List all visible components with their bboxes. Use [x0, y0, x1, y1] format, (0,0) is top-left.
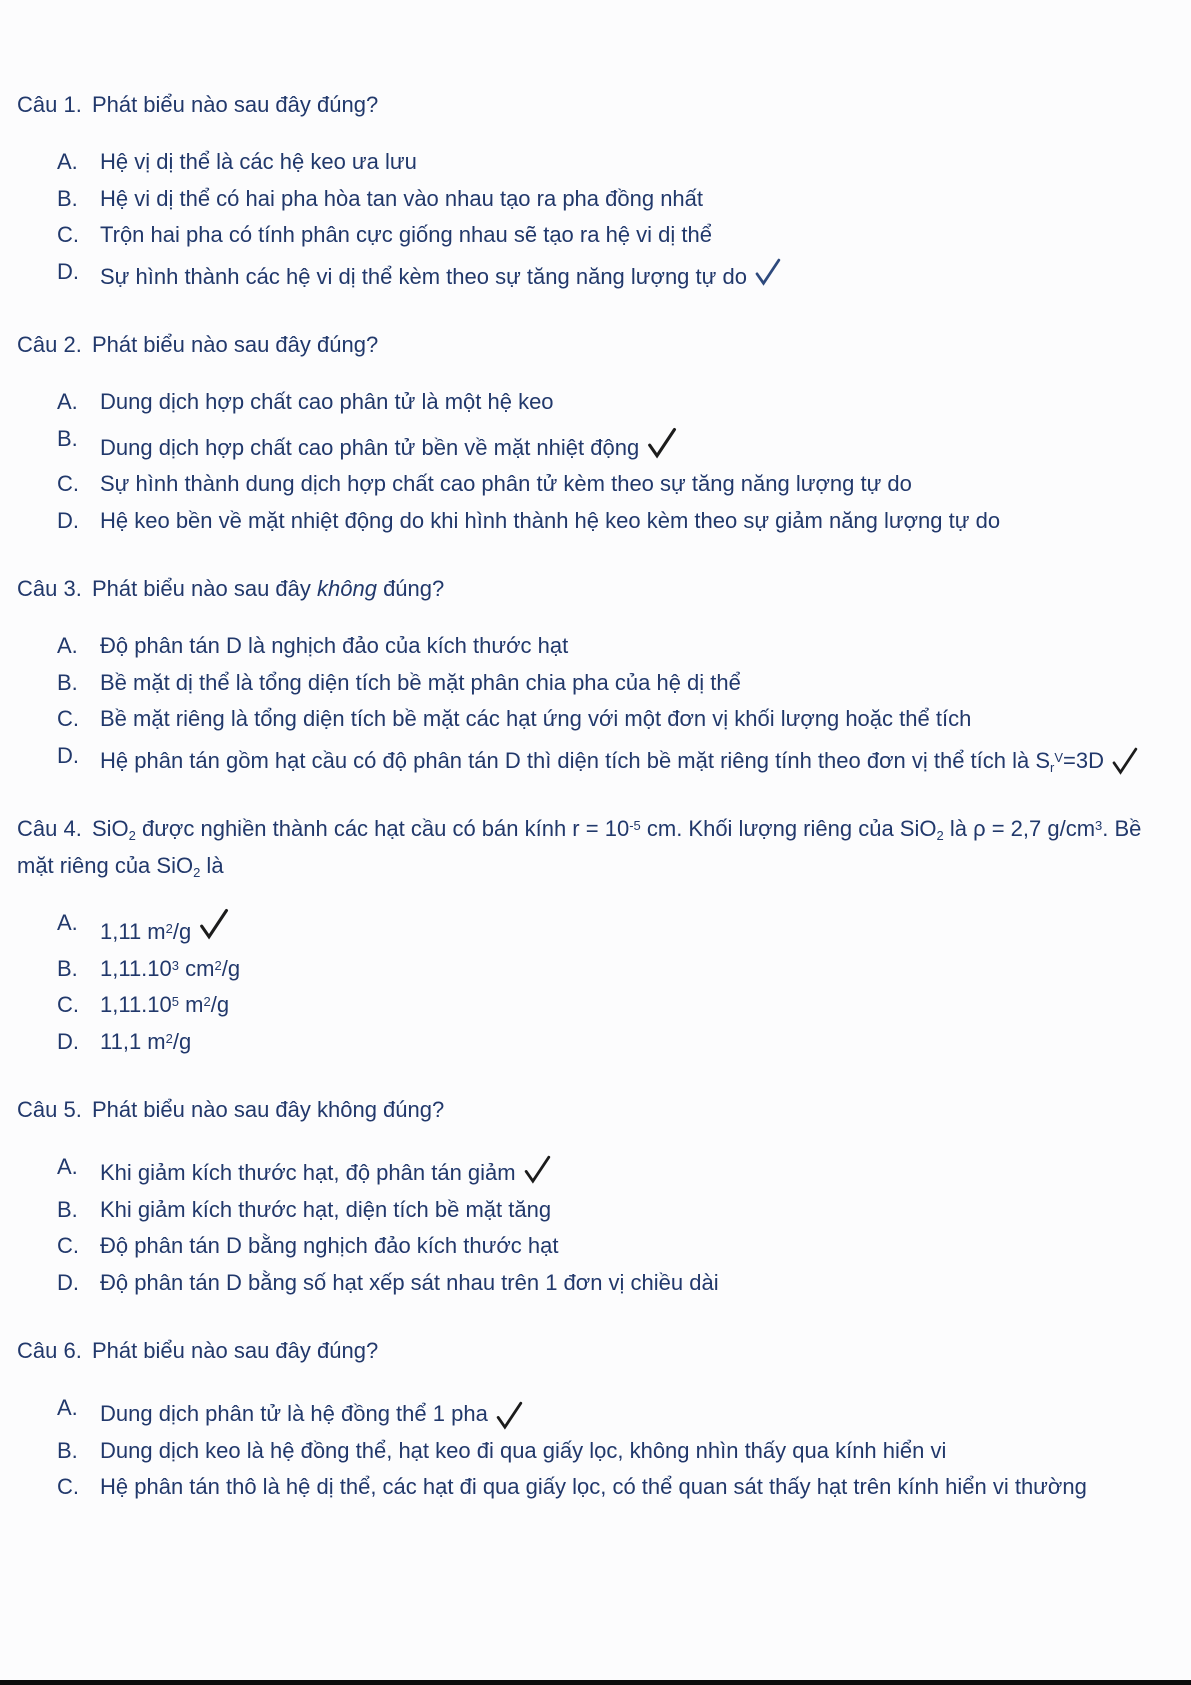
option-label: C. [57, 471, 79, 496]
question-block [17, 1091, 1163, 1301]
option-label: D. [57, 1269, 79, 1295]
checkmark-icon [196, 907, 230, 953]
answer-option [57, 1149, 1163, 1192]
option-label: D. [57, 1028, 79, 1054]
checkmark-icon [1109, 746, 1139, 788]
question-title: Phát biểu nào sau đây đúng? [85, 332, 379, 357]
checkmark-icon [644, 426, 678, 472]
options-list [17, 1149, 1163, 1301]
question-heading [17, 570, 1163, 607]
question-block [17, 326, 1163, 539]
option-label: A. [57, 1395, 78, 1420]
question-title: Phát biểu nào sau đây đúng? [85, 1338, 379, 1363]
option-text: Sự hình thành dung dịch hợp chất cao phân tử kèm theo sự tăng năng lượng tự do [100, 471, 912, 496]
answer-option [57, 144, 1163, 181]
answer-option [57, 951, 1163, 988]
option-text: Bề mặt riêng là tổng diện tích bề mặt các hạt ứng với một đơn vị khối lượng hoặc thể tích [100, 706, 972, 731]
answer-option [57, 905, 1163, 951]
question-heading [17, 1091, 1163, 1128]
question-title: Phát biểu nào sau đây không đúng? [85, 576, 445, 601]
option-label: C. [57, 222, 79, 247]
option-label: B. [57, 185, 78, 211]
answer-option [57, 628, 1163, 665]
option-text: Khi giảm kích thước hạt, diện tích bề mặt tăng [100, 1196, 552, 1222]
checkmark-icon [521, 1154, 552, 1197]
option-label: C. [57, 706, 79, 731]
option-label: B. [57, 1437, 78, 1463]
option-label: B. [57, 425, 78, 451]
options-list [17, 384, 1163, 539]
option-text: 1,11.10$^3$ $cm^2/g$ [100, 955, 241, 981]
answer-option [57, 701, 1163, 738]
option-text: Hệ phân tán gồm hạt cầu có độ phân tán D thì diện tích bề mặt riêng tính theo đơn vị thể tích là $S_r^V=3D$ [100, 738, 1163, 780]
question-block [17, 86, 1163, 295]
question-heading [17, 86, 1163, 123]
option-text: 1,11 $m^2/g$ [100, 905, 1163, 951]
option-text: 11,1 $m^2/g$ [100, 1028, 192, 1054]
question-number: Câu 6. [17, 1338, 82, 1363]
option-label: A. [57, 633, 78, 658]
checkmark-icon [752, 257, 782, 299]
answer-option [57, 421, 1163, 467]
answer-option [57, 1390, 1163, 1433]
answer-option [57, 738, 1163, 780]
question-heading [17, 326, 1163, 363]
option-text: Bề mặt dị thể là tổng diện tích bề mặt phân chia pha của hệ dị thể [100, 669, 741, 695]
question-title: Phát biểu nào sau đây đúng? [85, 92, 379, 117]
question-number: Câu 2. [17, 332, 82, 357]
answer-option [57, 1024, 1163, 1061]
option-text: Độ phân tán D bằng nghịch đảo kích thước hạt [100, 1233, 559, 1258]
question-heading [17, 1332, 1163, 1369]
option-label: B. [57, 1196, 78, 1222]
answer-option [57, 503, 1163, 540]
question-title: SiO$_2$ được nghiền thành các hạt cầu có bán kính $r = 10^{-5}$ cm. Khối lượng riêng của SiO$_2$ là ρ = 2,7 $g/cm^3$. Bề mặt riêng của SiO$_2$ là [17, 816, 1142, 880]
option-label: B. [57, 669, 78, 695]
page-bottom-divider [0, 1680, 1191, 1685]
checkmark-icon [493, 1400, 524, 1443]
options-list [17, 905, 1163, 1060]
question-block [17, 570, 1163, 779]
option-text: Trộn hai pha có tính phân cực giống nhau sẽ tạo ra hệ vi dị thể [100, 222, 712, 247]
option-label: A. [57, 1154, 78, 1179]
option-label: A. [57, 910, 78, 935]
option-text: Sự hình thành các hệ vi dị thể kèm theo sự tăng năng lượng tự do [100, 254, 1163, 296]
question-block [17, 1332, 1163, 1506]
option-label: C. [57, 992, 79, 1017]
options-list [17, 1390, 1163, 1506]
question-number: Câu 5. [17, 1097, 82, 1122]
option-text: Dung dịch keo là hệ đồng thể, hạt keo đi qua giấy lọc, không nhìn thấy qua kính hiển vi [100, 1437, 947, 1463]
answer-option [57, 1469, 1163, 1506]
option-label: B. [57, 955, 78, 981]
options-list [17, 628, 1163, 779]
option-text: Hệ vị dị thể là các hệ keo ưa lưu [100, 149, 417, 174]
option-text: Khi giảm kích thước hạt, độ phân tán giảm [100, 1149, 1163, 1192]
answer-option [57, 987, 1163, 1024]
option-label: C. [57, 1474, 79, 1499]
answer-option [57, 254, 1163, 296]
option-text: Hệ phân tán thô là hệ dị thể, các hạt đi qua giấy lọc, có thể quan sát thấy hạt trên kính hiển vi thường [100, 1474, 1087, 1499]
option-text: Dung dịch phân tử là hệ đồng thể 1 pha [100, 1390, 1163, 1433]
question-number: Câu 4. [17, 816, 82, 841]
option-label: C. [57, 1233, 79, 1258]
answer-option [57, 1228, 1163, 1265]
option-text: Dung dịch hợp chất cao phân tử là một hệ keo [100, 389, 554, 414]
question-heading [17, 810, 1163, 884]
option-label: D. [57, 258, 79, 284]
option-text: Độ phân tán D bằng số hạt xếp sát nhau trên 1 đơn vị chiều dài [100, 1269, 719, 1295]
answer-option [57, 1265, 1163, 1302]
option-label: D. [57, 742, 79, 768]
option-text: 1,11.10$^5$ $m^2/g$ [100, 992, 230, 1017]
option-label: A. [57, 149, 78, 174]
question-block [17, 810, 1163, 1060]
option-text: Dung dịch hợp chất cao phân tử bền về mặt nhiệt động [100, 421, 1163, 467]
answer-option [57, 217, 1163, 254]
answer-option [57, 665, 1163, 702]
answer-option [57, 384, 1163, 421]
option-label: D. [57, 507, 79, 533]
question-number: Câu 1. [17, 92, 82, 117]
answer-option [57, 1433, 1163, 1470]
option-text: Độ phân tán D là nghịch đảo của kích thước hạt [100, 633, 569, 658]
option-text: Hệ keo bền về mặt nhiệt động do khi hình thành hệ keo kèm theo sự giảm năng lượng tự do [100, 507, 1001, 533]
answer-option [57, 1192, 1163, 1229]
question-number: Câu 3. [17, 576, 82, 601]
option-label: A. [57, 389, 78, 414]
answer-option [57, 181, 1163, 218]
question-title: Phát biểu nào sau đây không đúng? [85, 1097, 445, 1122]
option-text: Hệ vi dị thể có hai pha hòa tan vào nhau tạo ra pha đồng nhất [100, 185, 704, 211]
answer-option [57, 466, 1163, 503]
options-list [17, 144, 1163, 295]
